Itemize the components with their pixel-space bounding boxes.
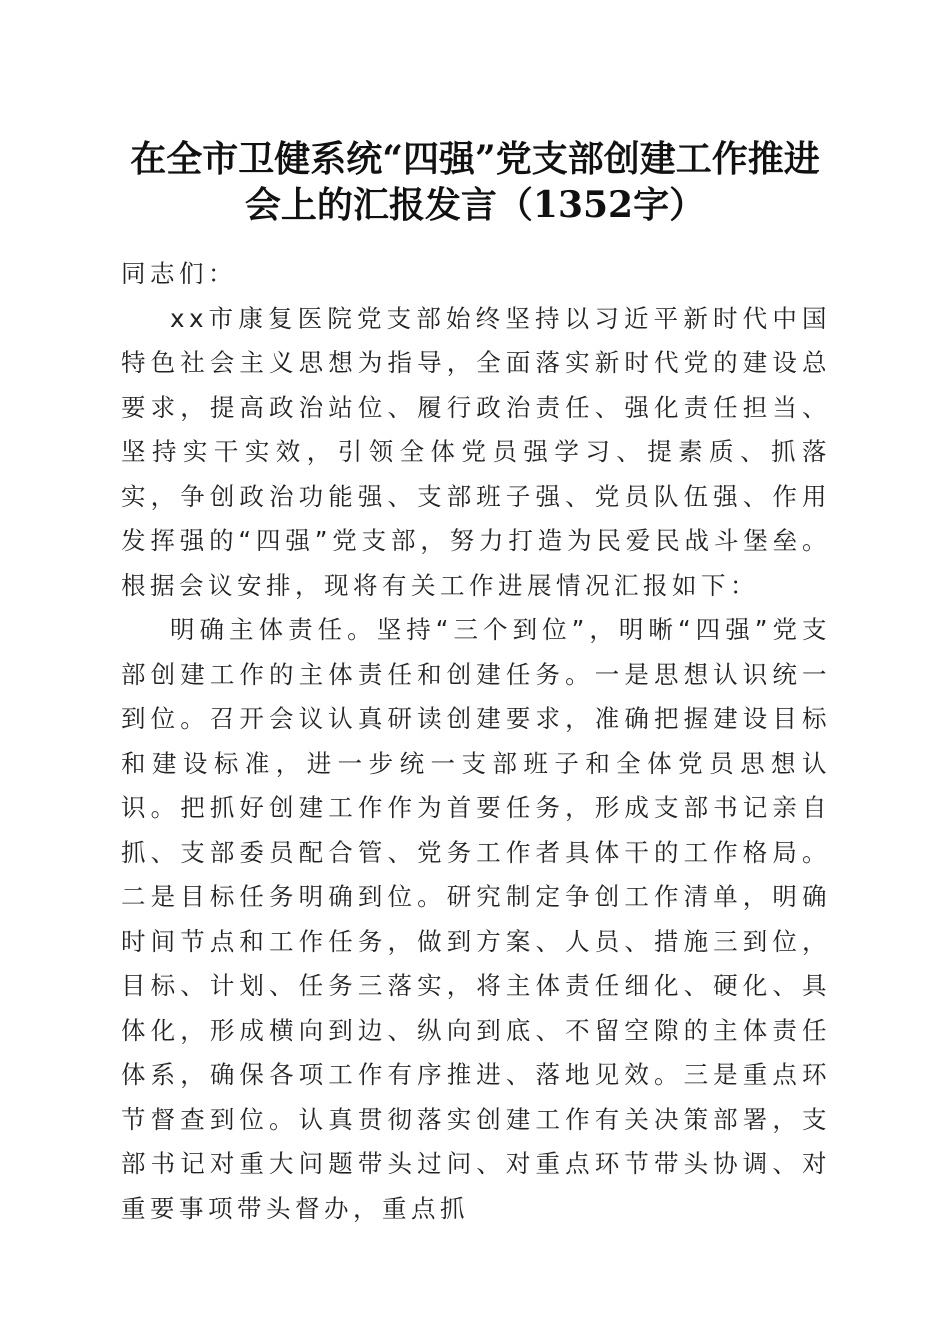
document-body: [121, 252, 831, 1231]
paragraph-intro: xx市康复医院党支部始终坚持以习近平新时代中国特色社会主义思想为指导，全面落实新时代党的建设总要求，提高政治站位、履行政治责任、强化责任担当、坚持实干实效，引领全体党员强学习、提素质、抓落实，争创政治功能强、支部班子强、党员队伍强、作用发挥强的“四强”党支部，努力打造为民爱民战斗堡垒。根据会议安排，现将有关工作进展情况汇报如下：: [121, 303, 831, 600]
document-title: [100, 136, 850, 228]
title-line-2: 会上的汇报发言（1352字）: [244, 184, 706, 226]
paragraph-responsibility: 明确主体责任。坚持“三个到位”，明晰“四强”党支部创建工作的主体责任和创建任务。一是思想认识统一到位。召开会议认真研读创建要求，准确把握建设目标和建设标准，进一步统一支部班子和全体党员思想认识。把抓好创建工作作为首要任务，形成支部书记亲自抓、支部委员配合管、党务工作者具体干的工作格局。二是目标任务明确到位。研究制定争创工作清单，明确时间节点和工作任务，做到方案、人员、措施三到位，目标、计划、任务三落实，将主体责任细化、硬化、具体化，形成横向到边、纵向到底、不留空隙的主体责任体系，确保各项工作有序推进、落地见效。三是重点环节督查到位。认真贯彻落实创建工作有关决策部署，支部书记对重大问题带头过问、对重点环节带头协调、对重要事项带头督办，重点抓: [121, 615, 831, 1223]
salutation: 同志们：: [121, 259, 237, 288]
title-line-1: 在全市卫健系统“四强”党支部创建工作推进: [130, 138, 820, 180]
